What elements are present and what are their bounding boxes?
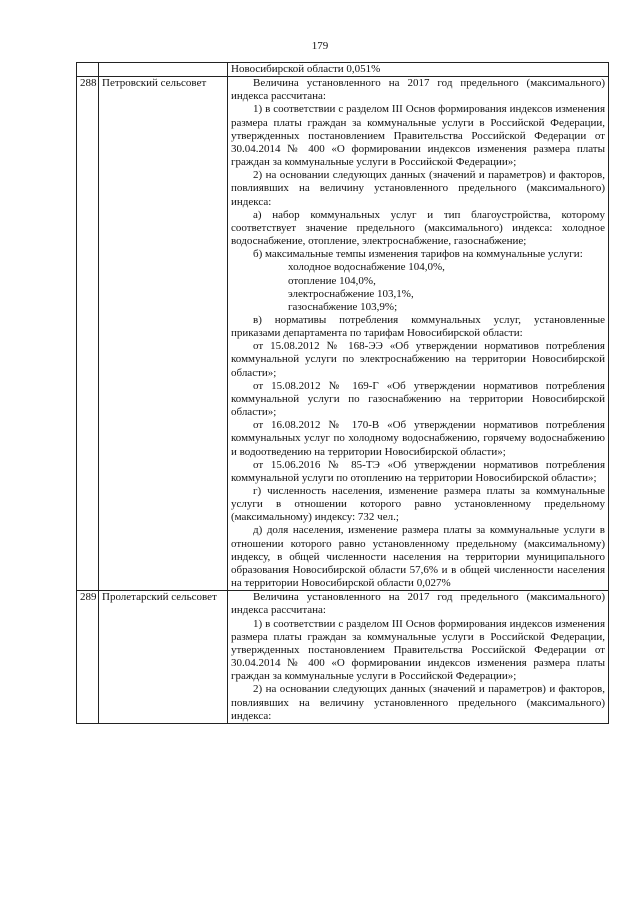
paragraph: 1) в соответствии с разделом III Основ формирования индексов изменения размера платы граждан за коммунальные услуги в Российской Федерации, утвержденных постановлением Правительства Российской Федерации от 30.04.2014 № 400 «О формировании индексов изменения размера платы граждан за коммунальные услуги в Российской Федерации»; (231, 617, 605, 683)
continuation-cell (228, 63, 609, 77)
paragraph: Величина установленного на 2017 год предельного (максимального) индекса рассчитана: (231, 77, 605, 103)
paragraph: а) набор коммунальных услуг и тип благоустройства, которому соответствует значение предельного (максимального) индекса: холодное водоснабжение, отопление, электроснабжение, газоснабжение; (231, 208, 605, 248)
paragraph: 2) на основании следующих данных (значений и параметров) и факторов, повлиявших на величину установленного предельного (максимального) индекса: (231, 683, 605, 722)
tariff-item: газоснабжение 103,9%; (288, 300, 398, 313)
tariff-item: электроснабжение 103,1%, (288, 287, 414, 300)
paragraph: от 15.06.2016 № 85-ТЭ «Об утверждении нормативов потребления коммунальной услуги по отоплению на территории Новосибирской области»; (231, 458, 605, 484)
row-number: 289 (77, 591, 99, 724)
row-number-cell (77, 63, 99, 77)
row-number: 288 (77, 77, 99, 591)
table-row (77, 591, 609, 724)
continuation-text: Новосибирской области 0,051% (231, 63, 381, 75)
paragraph: 2) на основании следующих данных (значений и параметров) и факторов, повлиявших на величину установленного предельного (максимального) индекса: (231, 169, 605, 208)
municipality-name: Пролетарский сельсовет (99, 591, 228, 724)
paragraph: г) численность населения, изменение размера платы за коммунальные услуги в отношении которого равно установленному предельному (максимальному) индексу: 732 чел.; (231, 485, 605, 524)
paragraph: д) доля населения, изменение размера платы за коммунальные услуги в отношении которого равно установленному предельному (максимальному) индексу, в общей численности населения на территории муниципального образования Новосибирской области 57,6% и в общей численности населения на территории Новосибирской области 0,027% (231, 524, 605, 590)
municipality-name: Петровский сельсовет (99, 77, 228, 591)
justification-cell (228, 77, 609, 591)
table-row (77, 77, 609, 591)
paragraph: от 15.08.2012 № 169-Г «Об утверждении нормативов потребления коммунальной услуги по газоснабжению на территории Новосибирской области»; (231, 379, 605, 419)
paragraph: в) нормативы потребления коммунальных услуг, установленные приказами департамента по тарифам Новосибирской области: (231, 313, 605, 340)
paragraph: 1) в соответствии с разделом III Основ формирования индексов изменения размера платы граждан за коммунальные услуги в Российской Федерации, утвержденных постановлением Правительства Российской Федерации от 30.04.2014 № 400 «О формировании индексов изменения размера платы граждан за коммунальные услуги в Российской Федерации»; (231, 103, 605, 169)
paragraph: Величина установленного на 2017 год предельного (максимального) индекса рассчитана: (231, 591, 605, 617)
tariff-item: отопление 104,0%, (288, 274, 376, 287)
justification-cell (228, 591, 609, 724)
page-number: 179 (311, 40, 329, 52)
municipality-cell (99, 63, 228, 77)
tariff-item: холодное водоснабжение 104,0%, (288, 261, 445, 274)
index-table (76, 62, 609, 724)
paragraph: от 16.08.2012 № 170-В «Об утверждении нормативов потребления коммунальных услуг по холодному водоснабжению, горячему водоснабжению и водоотведению на территории Новосибирской области»; (231, 419, 605, 458)
table-row (77, 63, 609, 77)
paragraph: от 15.08.2012 № 168-ЭЭ «Об утверждении нормативов потребления коммунальной услуги по электроснабжению на территории Новосибирской области»; (231, 340, 605, 379)
paragraph: б) максимальные темпы изменения тарифов на коммунальные услуги: (253, 248, 583, 261)
